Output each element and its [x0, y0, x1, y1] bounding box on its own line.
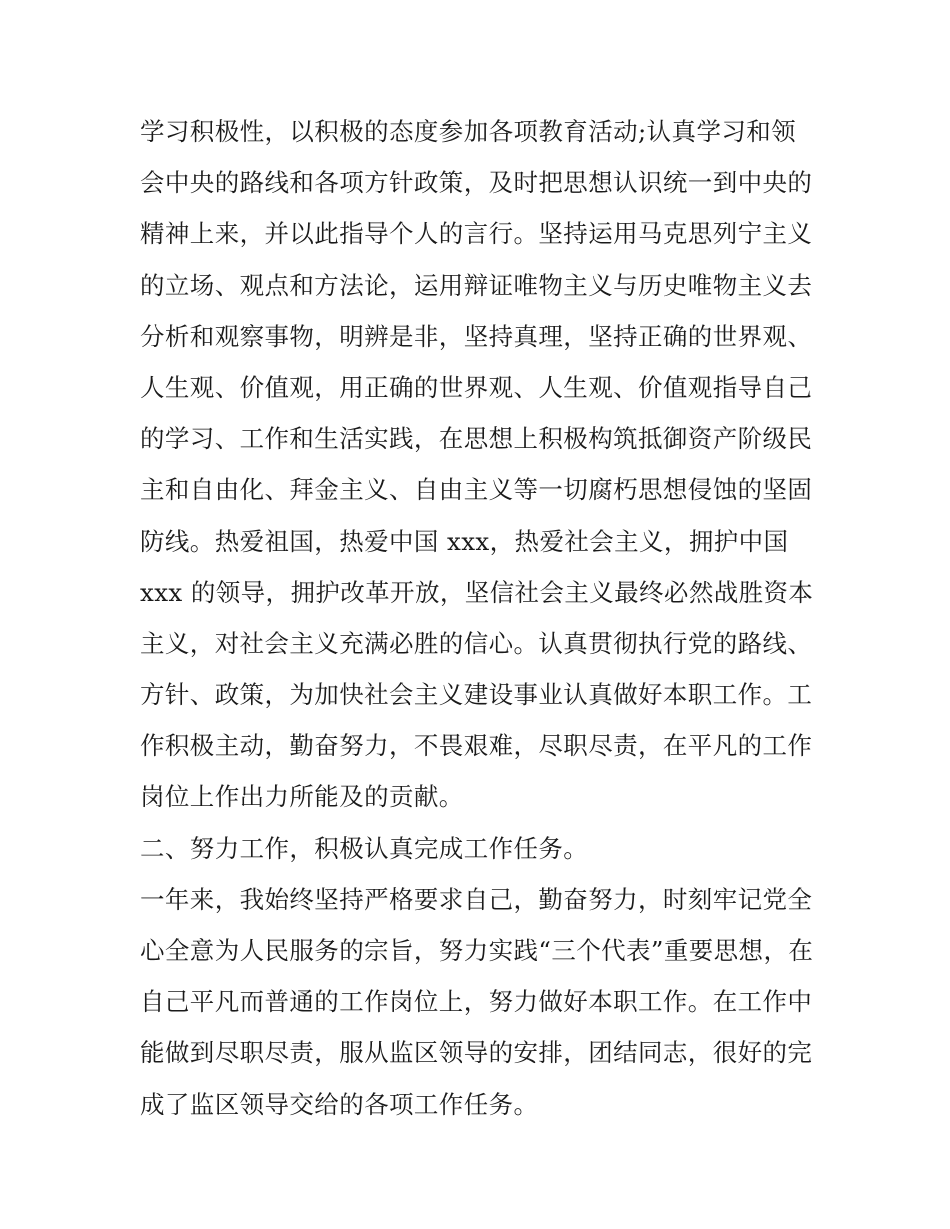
text-line: 的学习、工作和生活实践，在思想上积极构筑抵御资产阶级民 — [140, 424, 813, 454]
text-line: 方针、政策，为加快社会主义建设事业认真做好本职工作。工 — [140, 680, 813, 710]
text-line: 人生观、价值观，用正确的世界观、人生观、价值观指导自己 — [140, 372, 813, 402]
text-line: 会中央的路线和各项方针政策，及时把思想认识统一到中央的 — [140, 168, 813, 198]
text-line: 精神上来，并以此指导个人的言行。坚持运用马克思列宁主义 — [140, 219, 813, 249]
text-line: 学习积极性，以积极的态度参加各项教育活动;认真学习和领 — [140, 117, 797, 146]
document-body — [140, 106, 820, 1130]
text-line: 作积极主动，勤奋努力，不畏艰难，尽职尽责，在平凡的工作 — [140, 731, 813, 761]
text-line: 一年来，我始终坚持严格要求自己，勤奋努力，时刻牢记党全 — [140, 884, 813, 914]
section-heading: 二、努力工作，积极认真完成工作任务。 — [140, 833, 589, 863]
text-line: 的立场、观点和方法论，运用辩证唯物主义与历史唯物主义去 — [140, 270, 813, 300]
text-line: 心全意为人民服务的宗旨，努力实践“三个代表”重要思想，在 — [140, 936, 814, 965]
text-line: 自己平凡而普通的工作岗位上，努力做好本职工作。在工作中 — [140, 987, 813, 1017]
text-line: 主义，对社会主义充满必胜的信心。认真贯彻执行党的路线、 — [140, 628, 813, 658]
text-line: 岗位上作出力所能及的贡献。 — [140, 782, 464, 812]
text-line: xxx 的领导，拥护改革开放，坚信社会主义最终必然战胜资本 — [140, 577, 814, 607]
text-line: 主和自由化、拜金主义、自由主义等一切腐朽思想侵蚀的坚固 — [140, 475, 813, 505]
text-line: 防线。热爱祖国，热爱中国 xxx，热爱社会主义，拥护中国 — [140, 526, 789, 556]
text-line: 能做到尽职尽责，服从监区领导的安排，团结同志，很好的完 — [140, 1038, 813, 1068]
text-line: 分析和观察事物，明辨是非，坚持真理，坚持正确的世界观、 — [140, 321, 813, 351]
text-line: 成了监区领导交给的各项工作任务。 — [140, 1089, 539, 1119]
